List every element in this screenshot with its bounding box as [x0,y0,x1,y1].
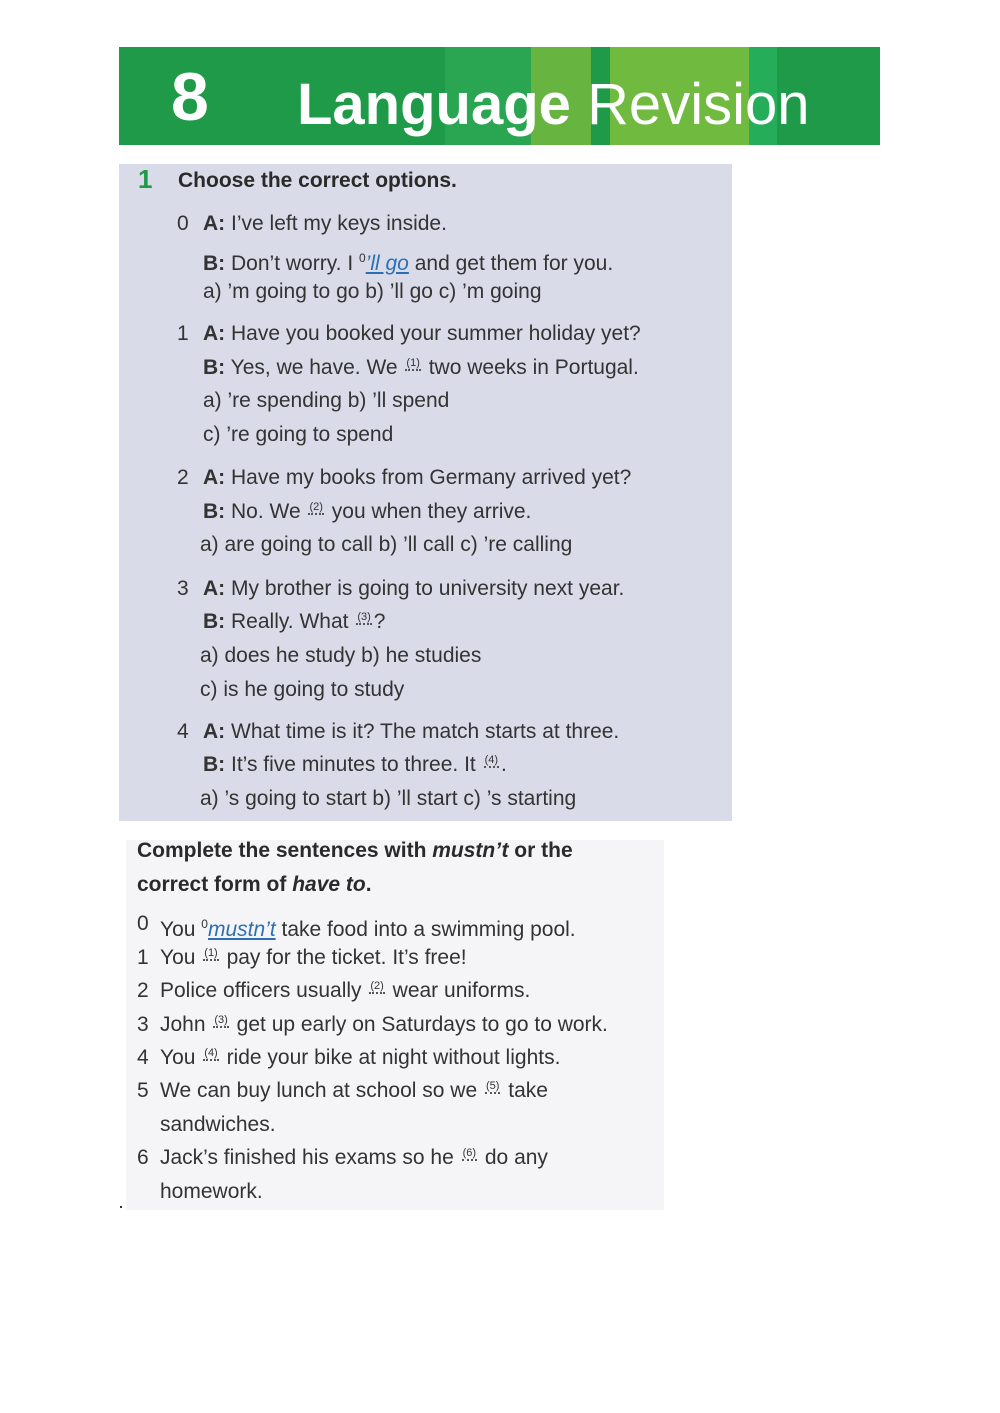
answer-gap[interactable]: (5) [485,1080,500,1092]
answer-gap[interactable]: (3) [357,611,371,623]
stray-dot [120,1206,122,1208]
options-line: c) ’re going to spend [203,423,394,446]
options-line: a) ’re spending b) ’ll spend [203,389,450,412]
exercise-instruction: Choose the correct options. [178,169,457,192]
title-bold: Language [297,72,571,137]
question-number: 1 [177,322,189,345]
unit-number: 8 [171,59,209,135]
exercise-2-panel [126,840,664,1210]
sentence-line: John (3) get up early on Saturdays to go to work. [160,1013,608,1036]
question-number: 5 [137,1079,149,1102]
sentence-line: You $^0$mustn’t take food into a swimming pool. [160,917,576,941]
example-answer: mustn’t [207,918,276,941]
speaker-b-line: B: It’s five minutes to three. It (4) . [203,753,507,776]
question-number: 1 [137,946,149,969]
speaker-b-line: B: Really. What (3) ? [203,610,386,633]
answer-gap[interactable]: (4) [204,1047,218,1059]
example-answer: ’ll go [365,252,409,275]
example-gap-marker: 0 [358,251,366,265]
exercise-instruction: Complete the sentences with mustn’t or the [137,839,573,862]
options-line: a) are going to call b) ’ll call c) ’re calling [200,533,573,556]
question-number: 3 [177,577,189,600]
sentence-line: Jack’s finished his exams so he (6) do any [160,1146,548,1169]
question-number: 0 [137,912,149,935]
answer-gap[interactable]: (1) [406,357,420,369]
answer-gap[interactable]: (1) [204,947,218,959]
answer-gap[interactable]: (6) [462,1147,477,1159]
example-gap-marker: 0 [201,917,208,931]
sentence-continuation: sandwiches. [160,1113,276,1136]
question-number: 4 [177,720,189,743]
sentence-line: We can buy lunch at school so we (5) take [160,1079,548,1102]
speaker-a-line: A: My brother is going to university next year. [203,577,625,600]
title-light: Revision [587,72,810,137]
speaker-b-line: B: Don’t worry. I $^0$’ll go and get them for you. [203,251,614,275]
options-line: a) ’s going to start b) ’ll start c) ’s starting [200,787,577,810]
exercise-instruction: correct form of have to. [137,873,372,896]
answer-gap[interactable]: (4) [484,754,499,766]
speaker-a-line: A: I’ve left my keys inside. [203,212,447,235]
exercise-1-panel [119,164,732,821]
options-line: a) ’m going to go b) ’ll go c) ’m going [203,280,542,303]
question-number: 3 [137,1013,149,1036]
question-number: 2 [137,979,149,1002]
sentence-continuation: homework. [160,1180,263,1203]
speaker-a-line: A: What time is it? The match starts at three. [203,720,620,743]
answer-gap[interactable]: (3) [214,1014,228,1026]
question-number: 4 [137,1046,149,1069]
answer-gap[interactable]: (2) [309,501,323,513]
question-number: 6 [137,1146,149,1169]
question-number: 0 [177,212,189,235]
speaker-a-line: A: Have you booked your summer holiday yet? [203,322,641,345]
exercise-number: 1 [138,164,153,194]
page-title [297,65,809,145]
question-number: 2 [177,466,189,489]
speaker-b-line: B: Yes, we have. We (1) two weeks in Portugal. [203,356,639,379]
speaker-a-line: A: Have my books from Germany arrived yet? [203,466,632,489]
sentence-line: Police officers usually (2) wear uniforms. [160,979,531,1002]
sentence-line: You (1) pay for the ticket. It’s free! [160,946,467,969]
speaker-b-line: B: No. We (2) you when they arrive. [203,500,532,523]
sentence-line: You (4) ride your bike at night without lights. [160,1046,561,1069]
options-line: c) is he going to study [200,678,405,701]
options-line: a) does he study b) he studies [200,644,482,667]
answer-gap[interactable]: (2) [370,980,384,992]
header-banner [119,47,880,145]
